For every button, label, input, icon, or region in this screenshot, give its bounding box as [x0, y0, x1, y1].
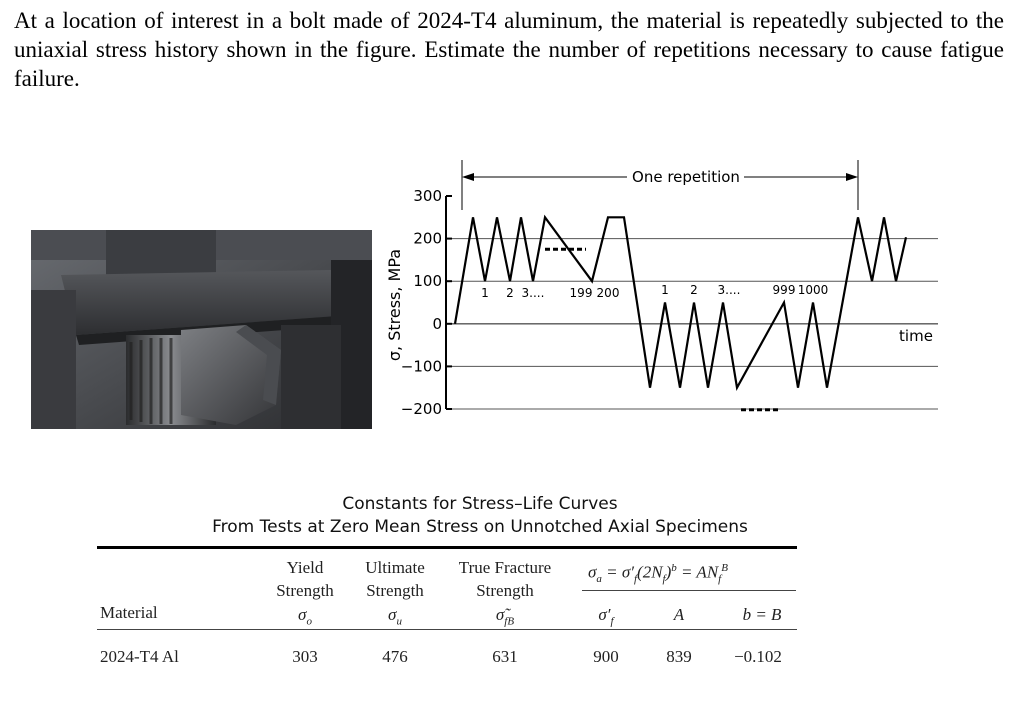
ultimate-header-symbol: $\sigma_u$	[388, 605, 402, 628]
y-tick-label: −100	[400, 357, 442, 376]
a-header: A	[673, 605, 685, 624]
table-title-line1: Constants for Stress–Life Curves	[342, 494, 618, 514]
chart-axis	[446, 196, 452, 409]
table-title-line2: From Tests at Zero Mean Stress on Unnotched Axial Specimens	[212, 517, 748, 537]
ultimate-cell: 476	[382, 647, 408, 666]
chart-cycle-labels	[481, 283, 828, 300]
y-axis-label: σ, Stress, MPa	[385, 248, 404, 362]
cycle-label: 3....	[521, 286, 545, 301]
y-tick-label: 300	[413, 187, 442, 205]
b-header: b = B	[742, 605, 782, 624]
y-tick-label: −200	[400, 400, 442, 418]
ultimate-header-line1: Ultimate	[365, 558, 425, 577]
cycle-label: 199	[569, 286, 593, 301]
one-repetition-label: One repetition	[632, 168, 740, 186]
b-cell: −0.102	[734, 647, 782, 666]
stress-history-chart	[376, 160, 946, 425]
yield-header-line1: Yield	[286, 558, 324, 577]
y-tick-label: 200	[413, 229, 442, 248]
equation-rule	[582, 590, 796, 591]
cycle-label: 200	[596, 286, 620, 301]
x-axis-label: time	[899, 327, 933, 345]
problem-statement: At a location of interest in a bolt made of 2024-T4 aluminum, the material is repeatedly subjected to the uniaxial stress history shown in the figure. Estimate the number of repetitions necessary to cause fatigue failure.	[14, 8, 1004, 91]
chart-dashes	[545, 249, 779, 410]
cycle-label: 1	[661, 283, 669, 298]
basquin-equation: $\sigma_a = \sigma'_f(2N_f)^b = AN_f^B$	[588, 562, 728, 586]
sigma-f-header: $\sigma'_f$	[598, 605, 614, 628]
stress-history-line	[455, 217, 906, 387]
yield-header-symbol: $\sigma_o$	[298, 605, 312, 628]
cycle-label: 2	[506, 286, 514, 301]
true-fracture-cell: 631	[492, 647, 518, 666]
one-repetition-annotation	[462, 160, 858, 210]
true-fracture-header-symbol: $\sigmã_{fB}$	[495, 605, 515, 628]
cycle-label: 999	[772, 283, 796, 298]
y-tick-label: 0	[432, 314, 442, 333]
table-top-rule	[97, 546, 797, 549]
true-fracture-header-line2: Strength	[476, 581, 534, 600]
yield-cell: 303	[292, 647, 318, 666]
material-header: Material	[100, 603, 158, 622]
yield-header-line2: Strength	[276, 581, 334, 600]
true-fracture-header-line1: True Fracture	[458, 558, 552, 577]
cycle-label: 3....	[717, 283, 741, 298]
y-tick-label: 100	[413, 272, 442, 291]
chart-gridlines	[446, 239, 938, 409]
material-cell: 2024-T4 Al	[100, 647, 179, 666]
ultimate-header-line2: Strength	[366, 581, 424, 600]
sigma-f-cell: 900	[593, 647, 619, 666]
cycle-label: 2	[690, 283, 698, 298]
bolt-photo	[31, 230, 372, 429]
chart-tick-labels	[401, 187, 442, 418]
cycle-label: 1	[481, 286, 489, 301]
a-cell: 839	[666, 647, 692, 666]
table-header-rule	[97, 629, 797, 630]
cycle-label: 1000	[797, 283, 829, 298]
